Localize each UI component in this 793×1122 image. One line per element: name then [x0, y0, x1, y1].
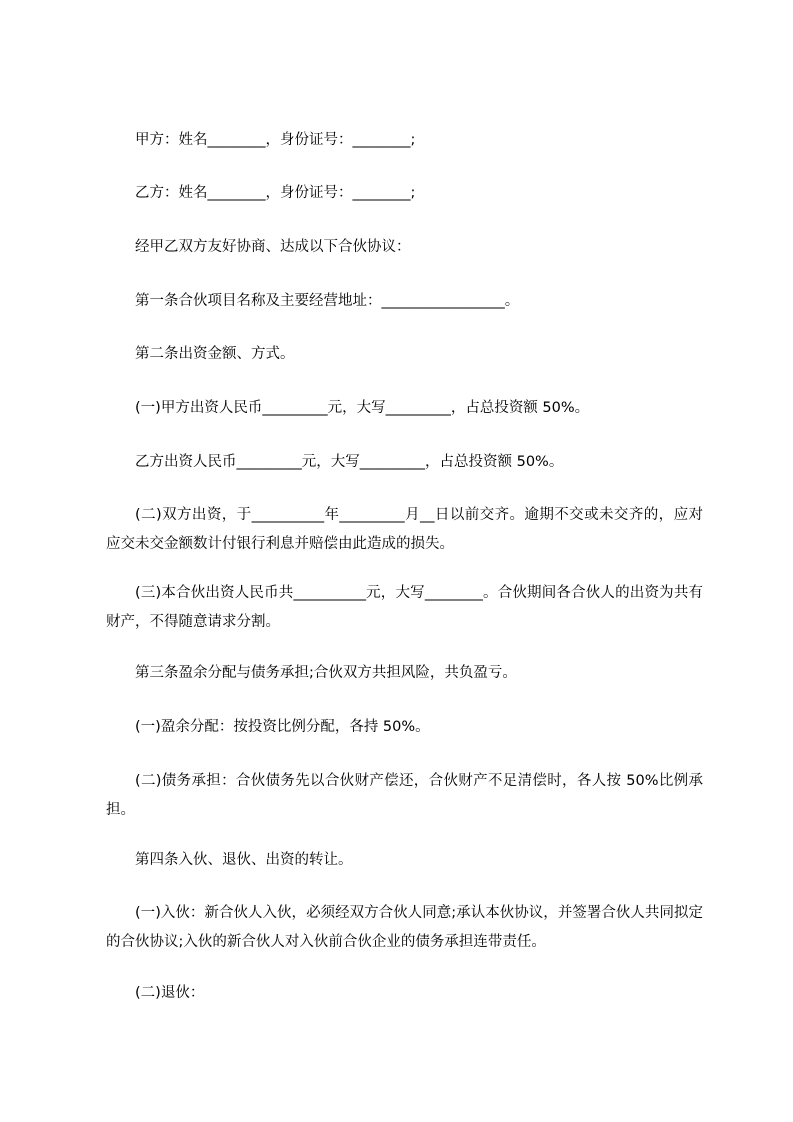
article-2-item-1-party-b: 乙方出资人民币_________元，大写_________，占总投资额 50%。: [135, 454, 564, 470]
article-2-heading: 第二条出资金额、方式。: [135, 346, 295, 362]
article-1: 第一条合伙项目名称及主要经营地址：_________________。: [135, 293, 520, 309]
article-4-item-1: (一)入伙：新合伙人入伙，必须经双方合伙人同意;承认本伙协议，并签署合伙人共同拟定的合伙协议;入伙的新合伙人对入伙前合伙企业的债务承担连带责任。: [106, 905, 703, 950]
article-4-heading: 第四条入伙、退伙、出资的转让。: [135, 852, 353, 868]
article-2-item-3: (三)本合伙出资人民币共__________元，大写________。合伙期间各合伙人的出资为共有财产，不得随意请求分割。: [106, 585, 703, 630]
article-2-item-2: (二)双方出资，于__________年_________月__日以前交齐。逾期不交或未交齐的，应对应交未交金额数计付银行利息并赔偿由此造成的损失。: [106, 507, 703, 552]
party-b-line: 乙方：姓名________，身份证号：________;: [135, 185, 416, 201]
article-3-item-2: (二)债务承担：合伙债务先以合伙财产偿还，合伙财产不足清偿时，各人按 50%比例承担。: [106, 773, 703, 818]
article-2-item-1: (一)甲方出资人民币_________元，大写_________，占总投资额 50%。: [135, 400, 590, 416]
article-4-item-2: (二)退伙：: [135, 985, 205, 1001]
party-a-line: 甲方：姓名________，身份证号：________;: [135, 132, 416, 148]
article-3-item-1: (一)盈余分配：按投资比例分配，各持 50%。: [135, 719, 430, 735]
article-3-heading: 第三条盈余分配与债务承担;合伙双方共担风险，共负盈亏。: [135, 665, 517, 681]
agreement-intro: 经甲乙双方友好协商、达成以下合伙协议：: [135, 239, 411, 255]
